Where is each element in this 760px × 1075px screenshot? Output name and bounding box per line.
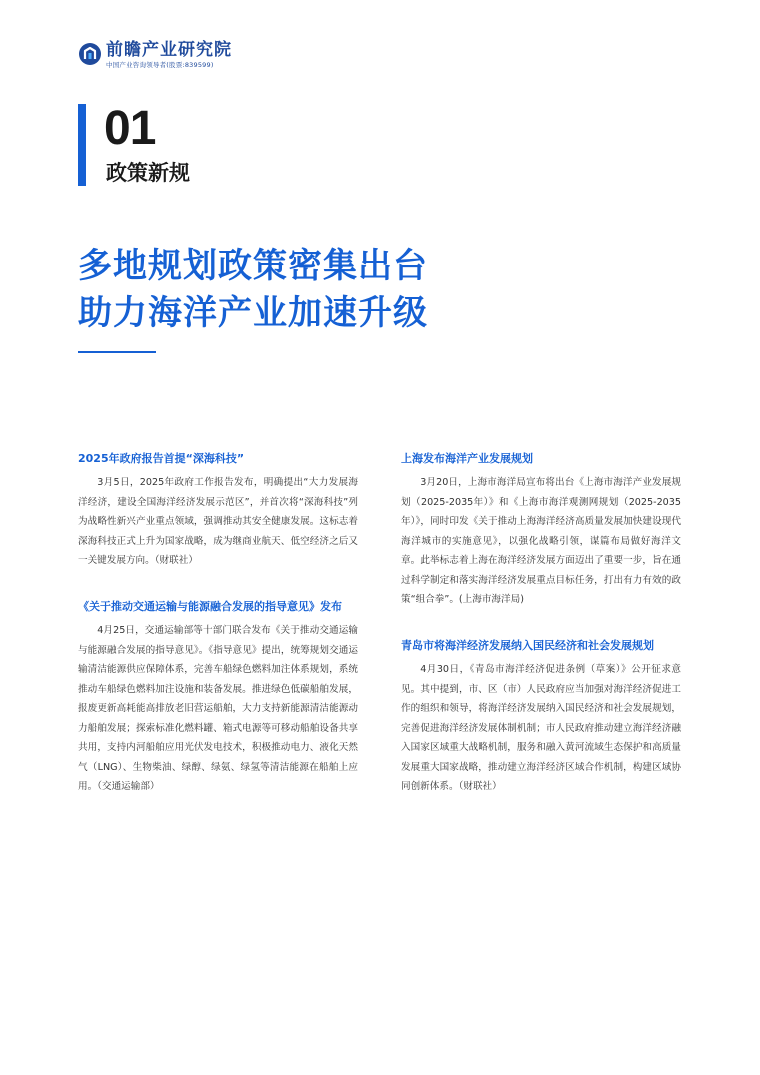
news-body: 3月5日，2025年政府工作报告发布，明确提出“大力发展海洋经济，建设全国海洋经济发展示范区”，并首次将“深海科技”列为战略性新兴产业重点领域，强调推动其安全健康发展。这标志着深海科技正式上升为国家战略，成为继商业航天、低空经济之后又一关键发展方向。（财联社） [78,477,358,566]
news-title: 上海发布海洋产业发展规划 [401,452,533,465]
news-item-transport-energy [78,599,358,797]
news-body: 3月20日，上海市海洋局宣布将出台《上海市海洋产业发展规划（2025-2035年）》和《上海市海洋观测网规划（2025-2035年）》，同时印发《关于推动上海海洋经济高质量发展加快建设现代海洋城市的实施意见》，以强化战略引领，谋篇布局做好海洋文章。此举标志着上海在海洋经济发展方面迈出了重要一步，旨在通过科学制定和落实海洋经济发展重点目标任务，打出有力有效的政策“组合拳”。(上海市海洋局) [401,477,681,605]
brand-name: 前瞻产业研究院 [106,40,232,60]
qianzhan-logo-icon [78,42,102,66]
news-body: 4月30日，《青岛市海洋经济促进条例（草案）》公开征求意见。其中提到，市、区（市）人民政府应当加强对海洋经济促进工作的组织和领导，将海洋经济发展纳入国民经济和社会发展规划，完善促进海洋经济发展体制机制；市人民政府推动建立海洋经济融入国家区域重大战略机制，服务和融入黄河流域生态保护和高质量发展重大国家战略，推动建立海洋经济区域合作机制，构建区域协同创新体系。（财联社） [401,664,681,792]
news-item-deep-sea-tech [78,451,358,571]
section-accent-bar [78,104,86,186]
section-number: 01 [104,102,156,155]
news-title: 青岛市将海洋经济发展纳入国民经济和社会发展规划 [401,639,654,652]
news-title: 2025年政府报告首提“深海科技” [78,452,245,465]
news-item-qingdao-plan [401,638,681,797]
section-label: 政策新规 [106,161,190,185]
brand-tagline: 中国产业咨询领导者(股票:839599) [106,61,214,69]
news-title: 《关于推动交通运输与能源融合发展的指导意见》发布 [78,600,342,613]
news-body: 4月25日，交通运输部等十部门联合发布《关于推动交通运输与能源融合发展的指导意见》。《指导意见》提出，统筹规划交通运输清洁能源供应保障体系，完善车船绿色燃料加注体系规划，系统推动车船绿色燃料加注设施和装备发展。推进绿色低碳船舶发展，报废更新高耗能高排放老旧营运船舶，大力支持新能源清洁能源动力船舶发展；探索标准化燃料罐、箱式电源等可移动船舶设备共享共用，支持内河船舶应用光伏发电技术，积极推动电力、液化天然气（LNG）、生物柴油、绿醇、绿氨、绿氢等清洁能源在船舶上应用。（交通运输部） [78,625,358,792]
headline-line-1: 多地规划政策密集出台 [78,246,428,286]
headline-rule [78,351,156,353]
page-headline [78,243,428,337]
news-item-shanghai-plan [401,451,681,610]
headline-line-2: 助力海洋产业加速升级 [78,293,428,333]
brand-logo [78,40,278,72]
